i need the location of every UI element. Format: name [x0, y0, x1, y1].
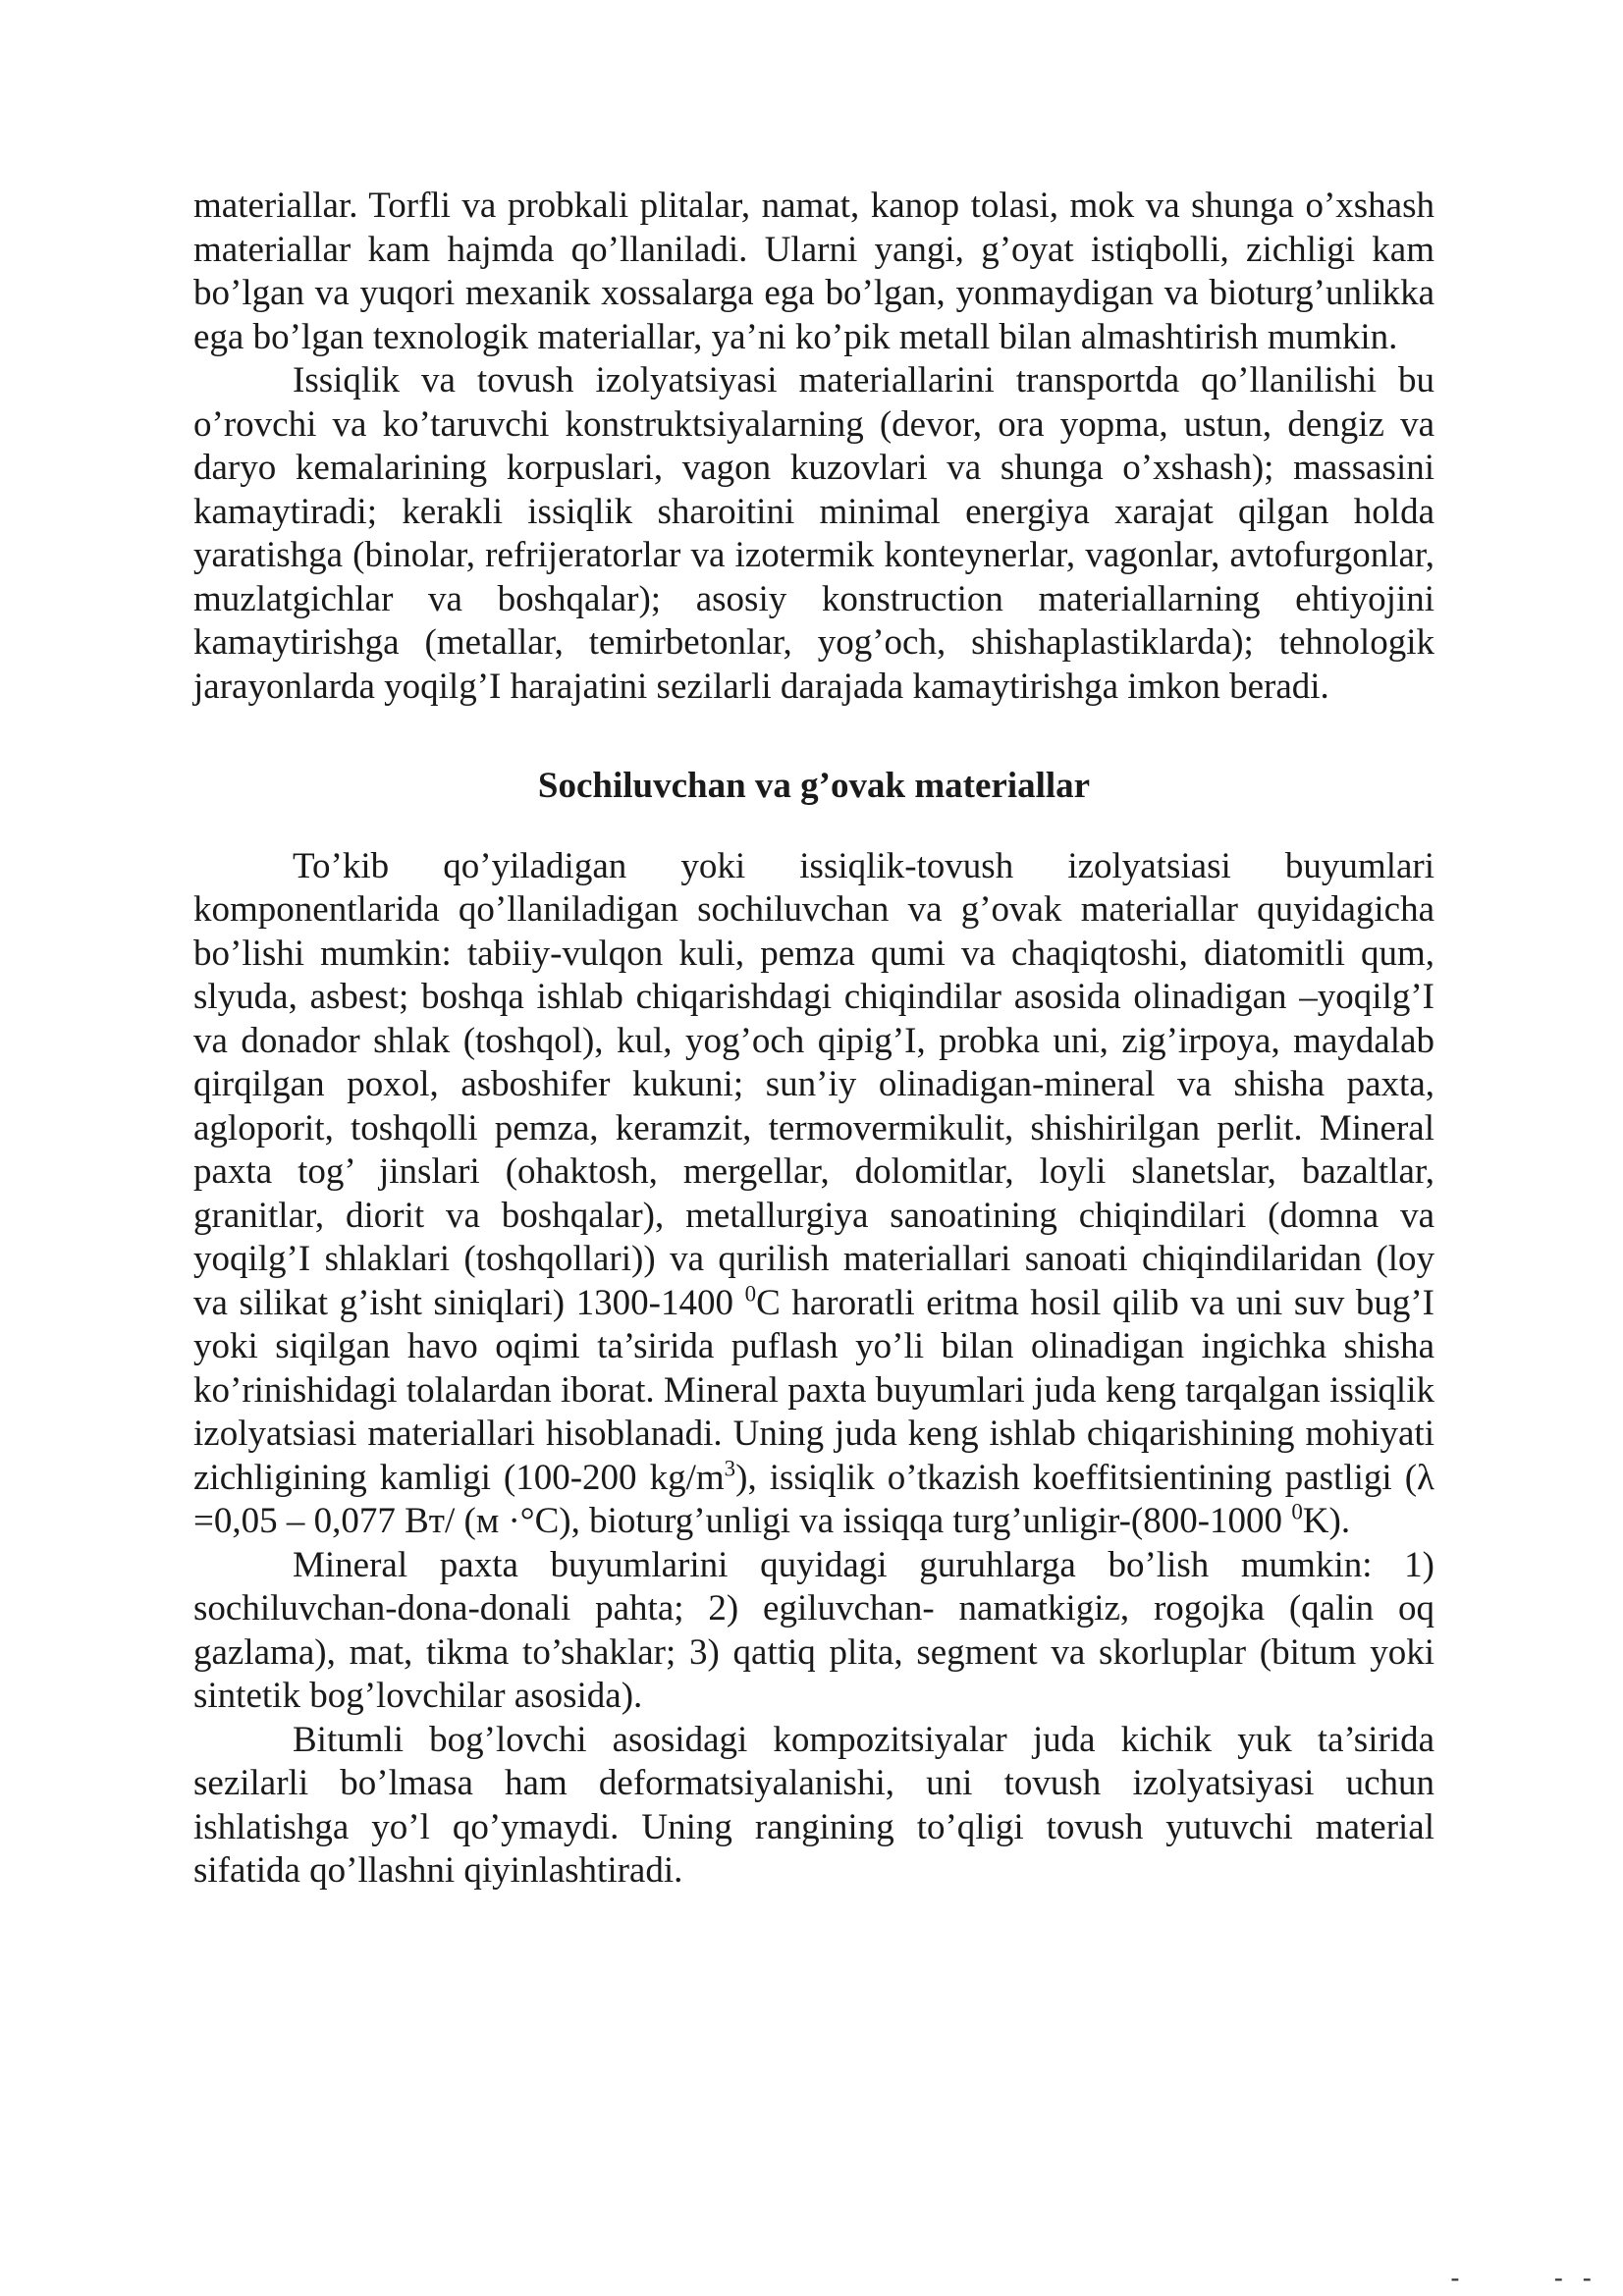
paragraph-4: Mineral paxta buyumlarini quyidagi guruhlarga bo’lish mumkin: 1) sochiluvchan-dona-donali pahta; 2) egiluvchan- namatkigiz, rogojka (qalin oq gazlama), mat, tikma to’shaklar; 3) qattiq plita, segment va skorluplar (bitum yoki sintetik bog’lovchilar asosida). [193, 1544, 1434, 1716]
degree-superscript-2: 0 [1291, 1499, 1303, 1524]
degree-superscript-1: 0 [744, 1280, 757, 1306]
paragraph-1: materiallar. Torfli va probkali plitalar, namat, kanop tolasi, mok va shunga o’xshash materiallar kam hajmda qo’llaniladi. Ularni yangi, g’oyat istiqbolli, zichligi kam bo’lgan va yuqori mexanik xossalarga ega bo’lgan, yonmaydigan va bioturg’unlikka ega bo’lgan texnologik materiallar, ya’ni ko’pik metall bilan almashtirish mumkin. [193, 186, 1434, 357]
paragraph-2: Issiqlik va tovush izolyatsiyasi materiallarini transportda qo’llanilishi bu o’rovchi va ko’taruvchi konstruktsiyalarning (devor, ora yopma, ustun, dengiz va daryo kemalarining korpuslari, vagon kuzovlari va shunga o’xshash); massasini kamaytiradi; kerakli issiqlik sharoitini minimal energiya xarajat qilgan holda yaratishga (binolar, refrijeratorlar va izotermik konteynerlar, vagonlar, avtofurgonlar, muzlatgichlar va boshqalar); asosiy konstruction materiallarning ehtiyojini kamaytirishga (metallar, temirbetonlar, yog’och, shishaplastiklarda); tehnologik jarayonlarda yoqilg’I harajatini sezilarli darajada kamaytirishga imkon beradi. [193, 360, 1434, 707]
footer-mark-2: - - [1553, 2263, 1597, 2293]
section-heading: Sochiluvchan va g’ovak materiallar [537, 766, 1091, 806]
cubic-superscript: 3 [724, 1455, 736, 1480]
paragraph-3-part1: To’kib qo’yiladigan yoki issiqlik-tovush izolyatsiasi buyumlari komponentlarida qo’llaniladigan sochiluvchan va g’ovak materiallar quyidagicha bo’lishi mumkin: tabiiy-vulqon kuli, pemza qumi va chaqiqtoshi, diatomitli qum, slyuda, asbest; boshqa ishlab chiqarishdagi chiqindilar asosida olinadigan –yoqilg’I va donador shlak (toshqol), kul, yog’och qipig’I, probka uni, zig’irpoya, maydalab qirqilgan poxol, asboshifer kukuni; sun’iy olinadigan-mineral va shisha paxta, agloporit, toshqolli pemza, keramzit, termovermikulit, shishirilgan perlit. Mineral paxta tog’ jinslari (ohaktosh, mergellar, dolomitlar, loyli slanetslar, bazaltlar, granitlar, diorit va boshqalar), metallurgiya sanoatining chiqindilari (domna va yoqilg’I shlaklari (toshqollari)) va qurilish materiallari sanoati chiqindilaridan (loy va silikat g’isht siniqlari) 1300-1400 [193, 845, 1434, 1323]
document-page [193, 185, 1434, 1894]
paragraph-3 [193, 845, 1434, 1544]
footer-mark-1: - [1450, 2263, 1466, 2293]
footer-marks [1362, 2263, 1597, 2294]
paragraph-3-part2: C haroratli eritma hosil qilib va uni suv bug’I yoki siqilgan havo oqimi ta’sirida puflash yo’li bilan olinadigan ingichka shisha ko’rinishidagi tolalardan iborat. Mineral paxta buyumlari juda keng tarqalgan issiqlik izolyatsiasi materiallari hisoblanadi. Uning juda keng ishlab chiqarishining mohiyati zichligining kamligi (100-200 kg/m [193, 1282, 1434, 1498]
paragraph-3-part4: K). [1302, 1501, 1351, 1541]
paragraph-3-part3: ), issiqlik o’tkazish koeffitsientining pastligi (λ =0,05 – 0,077 Вт/ (м ·°C), bioturg’unligi va issiqqa turg’unligir-(800-1000 [193, 1457, 1434, 1541]
paragraph-5: Bitumli bog’lovchi asosidagi kompozitsiyalar juda kichik yuk ta’sirida sezilarli bo’lmasa ham deformatsiyalanishi, uni tovush izolyatsiyasi uchun ishlatishga yo’l qo’ymaydi. Uning rangining to’qligi tovush yutuvchi material sifatida qo’llashni qiyinlashtiradi. [193, 1719, 1434, 1891]
